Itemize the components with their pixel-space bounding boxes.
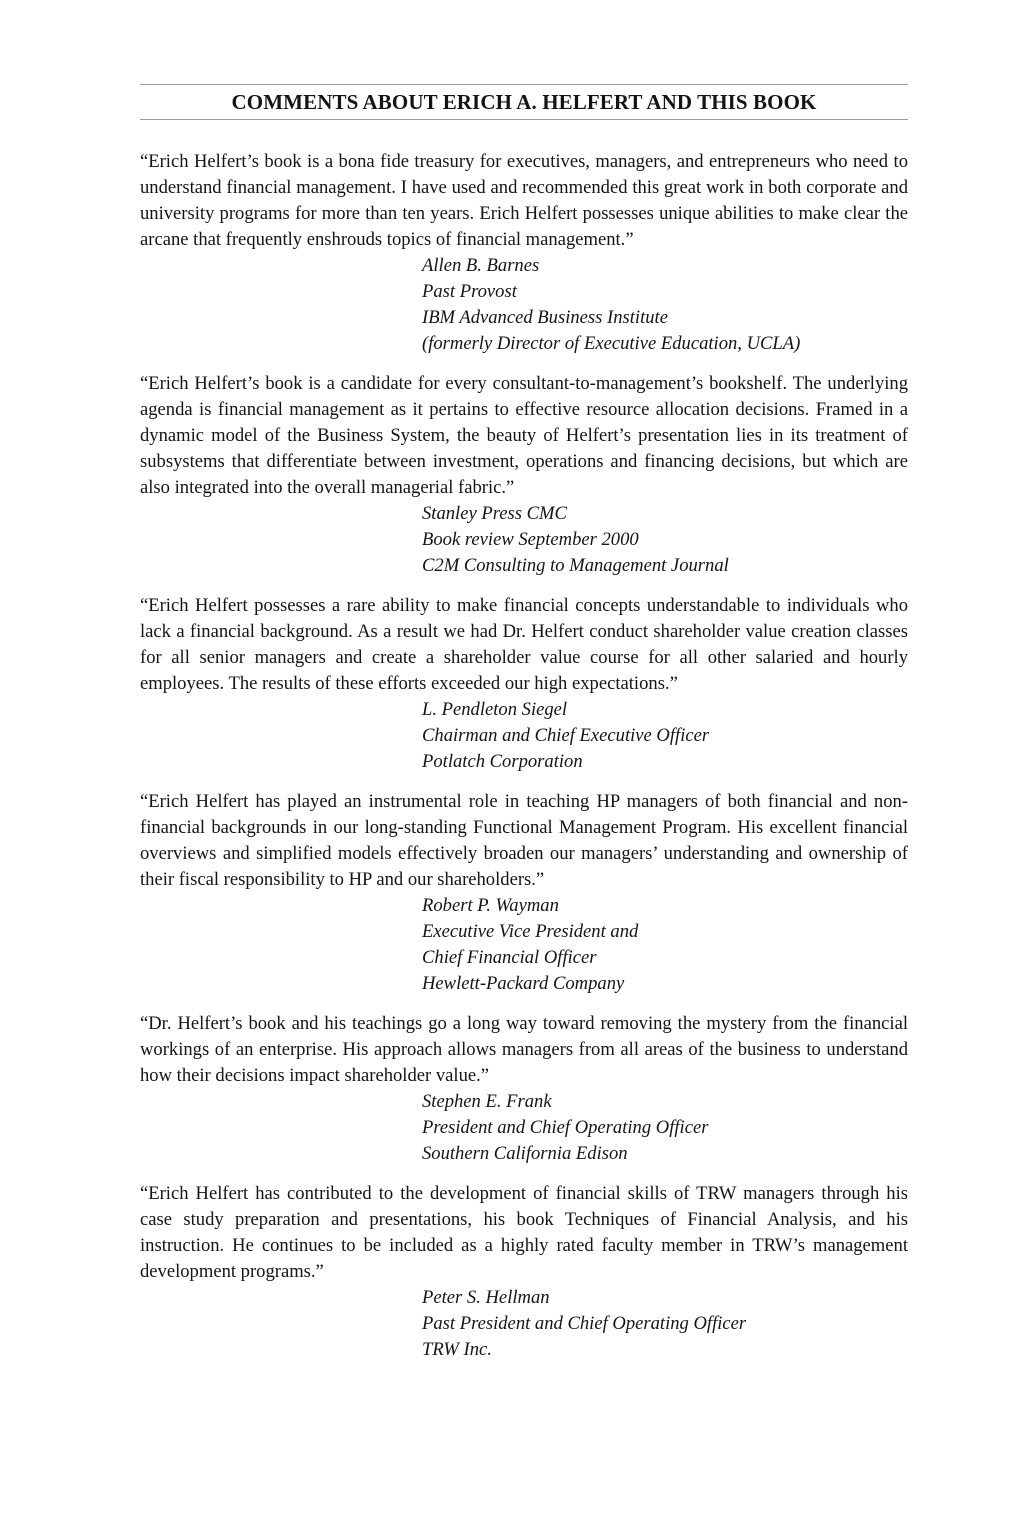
testimonial-attribution xyxy=(422,253,908,357)
attribution-name: Stanley Press CMC xyxy=(422,503,567,524)
testimonial-attribution xyxy=(422,1285,908,1363)
page-title: COMMENTS ABOUT ERICH A. HELFERT AND THIS BOOK xyxy=(140,84,908,120)
document-page xyxy=(140,84,908,1377)
attribution-name: Robert P. Wayman xyxy=(422,895,559,916)
testimonial-frank xyxy=(140,1011,908,1167)
attribution-name: Allen B. Barnes xyxy=(422,255,540,276)
attribution-title: Executive Vice President and xyxy=(422,921,639,942)
testimonial-quote: “Dr. Helfert’s book and his teachings go a long way toward removing the mystery from the financial workings of an enterprise. His approach allows managers from all areas of the business to understand how their decisions impact shareholder value.” xyxy=(140,1013,908,1086)
attribution-organization: Potlatch Corporation xyxy=(422,751,583,772)
attribution-organization: C2M Consulting to Management Journal xyxy=(422,555,729,576)
testimonial-attribution xyxy=(422,1089,908,1167)
testimonial-hellman xyxy=(140,1181,908,1363)
attribution-organization: Southern California Edison xyxy=(422,1143,628,1164)
attribution-title: Chairman and Chief Executive Officer xyxy=(422,725,710,746)
attribution-title: Past Provost xyxy=(422,281,517,302)
testimonial-quote: “Erich Helfert’s book is a candidate for every consultant-to-management’s bookshelf. The underlying agenda is financial management as it pertains to effective resource allocation decisions. Framed in a dynamic model of the Business System, the beauty of Helfert’s presentation lies in its treatment of subsystems that differentiate between investment, operations and financing decisions, but which are also integrated into the overall managerial fabric.” xyxy=(140,373,908,498)
testimonial-siegel xyxy=(140,593,908,775)
testimonial-attribution xyxy=(422,697,908,775)
testimonial-quote: “Erich Helfert has contributed to the development of financial skills of TRW managers through his case study preparation and presentations, his book Techniques of Financial Analysis, and his instruction. He continues to be included as a highly rated faculty member in TRW’s management development programs.” xyxy=(140,1183,908,1282)
attribution-title: Past President and Chief Operating Officer xyxy=(422,1313,747,1334)
testimonial-attribution xyxy=(422,501,908,579)
testimonial-barnes xyxy=(140,149,908,357)
attribution-note: (formerly Director of Executive Education, UCLA) xyxy=(422,333,801,354)
attribution-source: Book review September 2000 xyxy=(422,529,639,550)
attribution-organization: TRW Inc. xyxy=(422,1339,492,1360)
attribution-name: Peter S. Hellman xyxy=(422,1287,550,1308)
testimonial-press xyxy=(140,371,908,579)
attribution-organization: IBM Advanced Business Institute xyxy=(422,307,668,328)
testimonial-quote: “Erich Helfert’s book is a bona fide treasury for executives, managers, and entrepreneurs who need to understand financial management. I have used and recommended this great work in both corporate and university programs for more than ten years. Erich Helfert possesses unique abilities to make clear the arcane that frequently enshrouds topics of financial management.” xyxy=(140,151,908,250)
attribution-name: Stephen E. Frank xyxy=(422,1091,552,1112)
testimonial-wayman xyxy=(140,789,908,997)
testimonial-attribution xyxy=(422,893,908,997)
attribution-name: L. Pendleton Siegel xyxy=(422,699,568,720)
attribution-organization: Hewlett-Packard Company xyxy=(422,973,625,994)
attribution-title: Chief Financial Officer xyxy=(422,947,597,968)
testimonial-quote: “Erich Helfert possesses a rare ability to make financial concepts understandable to individuals who lack a financial background. As a result we had Dr. Helfert conduct shareholder value creation classes for all senior managers and create a shareholder value course for all other salaried and hourly employees. The results of these efforts exceeded our high expectations.” xyxy=(140,595,908,694)
testimonial-quote: “Erich Helfert has played an instrumental role in teaching HP managers of both financial and non-financial backgrounds in our long-standing Functional Management Program. His excellent financial overviews and simplified models effectively broaden our managers’ understanding and ownership of their fiscal responsibility to HP and our shareholders.” xyxy=(140,791,908,890)
attribution-title: President and Chief Operating Officer xyxy=(422,1117,709,1138)
